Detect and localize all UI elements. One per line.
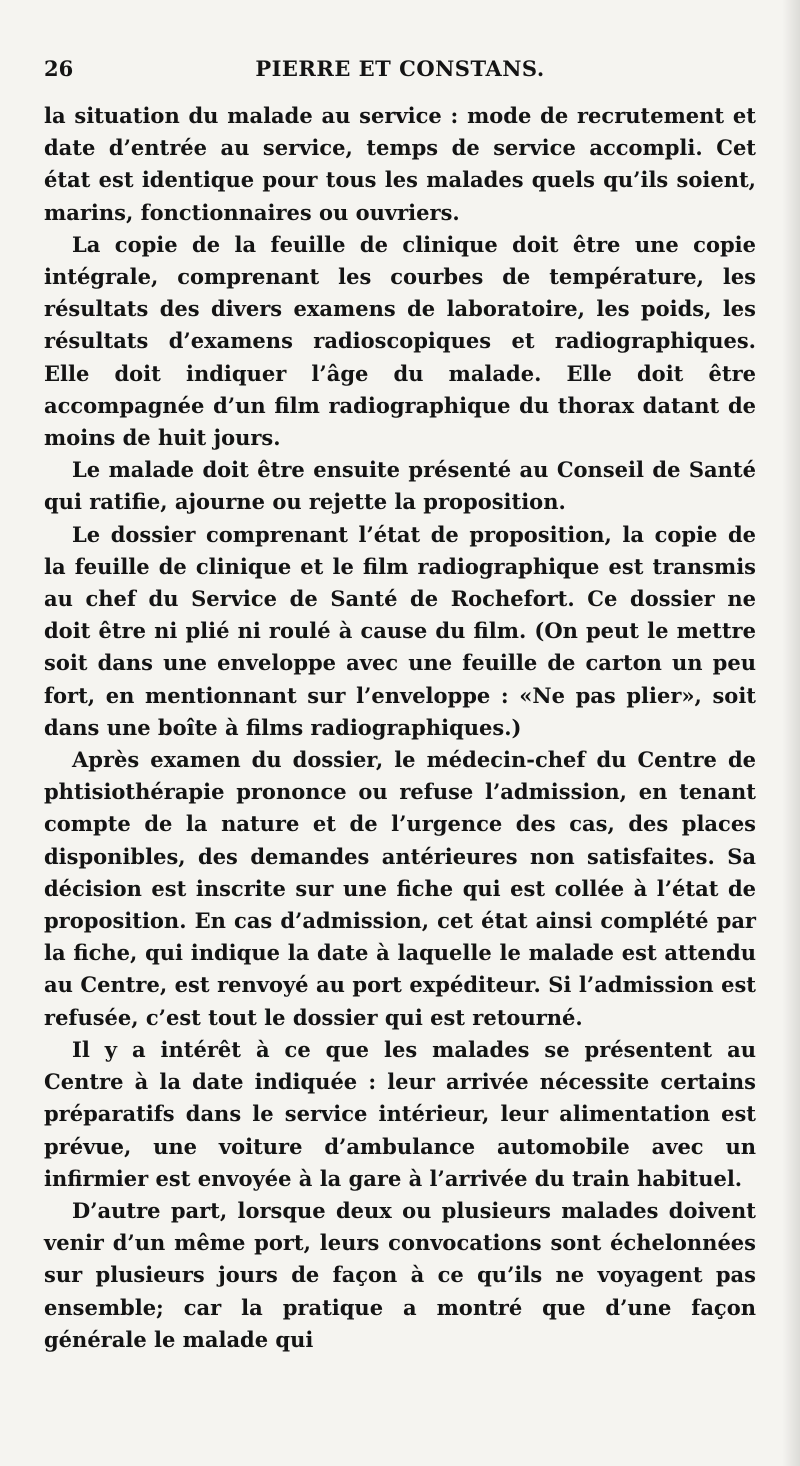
page-number: 26 (44, 56, 74, 81)
paragraph-health-council: Le malade doit être ensuite présenté au Conseil de Santé qui ratifie, ajourne ou rejette la proposition. (44, 457, 756, 515)
paragraph-admission-decision: Après examen du dossier, le médecin-chef du Centre de phtisiothérapie prononce ou refuse l’admission, en tenant compte de la nature et de l’urgence des cas, des places disponibles, des demandes antérieures non satisfaites. Sa décision est inscrite sur une fiche qui est collée à l’état de proposition. En cas d’admission, cet état ainsi complété par la fiche, qui indique la date à laquelle le malade est attendu au Centre, est renvoyé au port expéditeur. Si l’admission est refusée, c’est tout le dossier qui est retourné. (44, 747, 756, 1030)
paragraph-continued: la situation du malade au service : mode de recrutement et date d’entrée au service, temps de service accompli. Cet état est identique pour tous les malades quels qu’ils soient, marins, fonctionnaires ou ouvriers. (44, 103, 756, 225)
body-text (44, 100, 756, 1356)
page-header (44, 52, 756, 82)
paragraph-convocations: D’autre part, lorsque deux ou plusieurs malades doivent venir d’un même port, leurs convocations sont échelonnées sur plusieurs jours de façon à ce qu’ils ne voyagent pas ensemble; car la pratique a montré que d’une façon générale le malade qui (44, 1197, 756, 1352)
paragraph-arrival-date: Il y a intérêt à ce que les malades se présentent au Centre à la date indiquée : leur arrivée nécessite certains préparatifs dans le service intérieur, leur alimentation est prévue, une voiture d’ambulance automobile avec un infirmier est envoyée à la gare à l’arrivée du train habituel. (44, 1036, 756, 1191)
paragraph-clinic-copy: La copie de la feuille de clinique doit être une copie intégrale, comprenant les courbes de température, les résultats des divers examens de laboratoire, les poids, les résultats d’examens radioscopiques et radiographiques. Elle doit indiquer l’âge du malade. Elle doit être accompagnée d’un film radiographique du thorax datant de moins de huit jours. (44, 231, 756, 451)
paragraph-dossier-transmission: Le dossier comprenant l’état de proposition, la copie de la feuille de clinique et le film radiographique est transmis au chef du Service de Santé de Rochefort. Ce dossier ne doit être ni plié ni roulé à cause du film. (On peut le mettre soit dans une enveloppe avec une feuille de carton un peu fort, en mentionnant sur l’enveloppe : «Ne pas plier», soit dans une boîte à films radiographiques.) (44, 521, 756, 740)
page-edge-shadow (782, 0, 800, 1466)
running-title: PIERRE ET CONSTANS. (255, 56, 545, 81)
